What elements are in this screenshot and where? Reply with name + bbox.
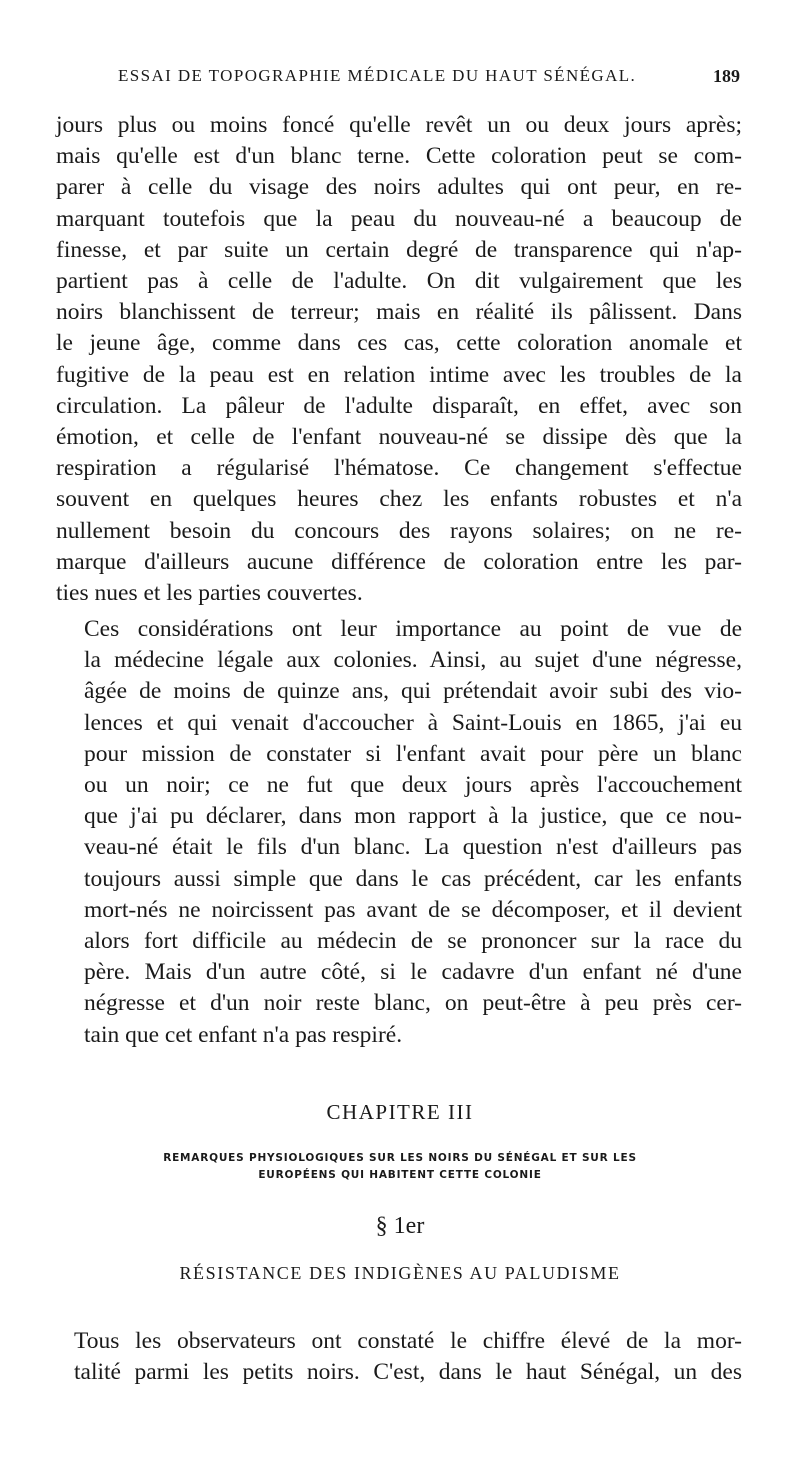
- text-line: émotion, et celle de l'enfant nouveau-né se dissipe dès que la: [56, 424, 742, 451]
- text-line: partient pas à celle de l'adulte. On dit vulgairement que les: [56, 268, 742, 295]
- paragraph-1: [56, 110, 742, 609]
- text-line: parer à celle du visage des noirs adultes qui ont peur, en re-: [56, 174, 742, 201]
- text-line: noirs blanchissent de terreur; mais en réalité ils pâlissent. Dans: [56, 299, 742, 326]
- text-line: mais qu'elle est d'un blanc terne. Cette coloration peut se com-: [56, 143, 742, 170]
- text-line: fugitive de la peau est en relation intime avec les troubles de la: [56, 361, 742, 388]
- text-line: alors fort difficile au médecin de se prononcer sur la race du: [84, 928, 742, 955]
- text-line: père. Mais d'un autre côté, si le cadavre d'un enfant né d'une: [84, 959, 742, 986]
- chapter-subtitle: [110, 1150, 690, 1184]
- text-line: jours plus ou moins foncé qu'elle revêt un ou deux jours après;: [56, 112, 742, 138]
- text-line: finesse, et par suite un certain degré de transparence qui n'ap-: [56, 236, 742, 263]
- text-line: ties nues et les parties couvertes.: [56, 580, 363, 607]
- section-mark: § 1er: [375, 1213, 425, 1239]
- text-line: marque d'ailleurs aucune différence de coloration entre les par-: [56, 548, 742, 575]
- text-line: négresse et d'un noir reste blanc, on peut-être à peu près cer-: [84, 990, 742, 1017]
- text-line: pour mission de constater si l'enfant avait pour père un blanc: [84, 740, 742, 767]
- text-line: circulation. La pâleur de l'adulte disparaît, en effet, avec son: [56, 392, 742, 419]
- paragraph-3: [56, 1326, 742, 1388]
- section-title: RÉSISTANCE DES INDIGÈNES AU PALUDISME: [179, 1263, 621, 1283]
- text-line: veau-né était le fils d'un blanc. La question n'est d'ailleurs pas: [84, 834, 742, 861]
- running-title: ESSAI DE TOPOGRAPHIE MÉDICALE DU HAUT SÉNÉGAL.: [118, 66, 637, 85]
- text-line: Ces considérations ont leur importance au point de vue de: [84, 616, 742, 642]
- text-line: Tous les observateurs ont constaté le chiffre élevé de la mor-: [74, 1328, 742, 1354]
- chapter-title: CHAPITRE III: [326, 1100, 474, 1124]
- text-line: âgée de moins de quinze ans, qui prétendait avoir subi des vio-: [84, 678, 742, 705]
- text-line: que j'ai pu déclarer, dans mon rapport à la justice, que ce nou-: [84, 803, 742, 830]
- text-line: tain que cet enfant n'a pas respiré.: [84, 1021, 403, 1048]
- text-line: toujours aussi simple que dans le cas précédent, car les enfants: [84, 865, 742, 892]
- text-line: souvent en quelques heures chez les enfants robustes et n'a: [56, 486, 742, 513]
- text-line: nullement besoin du concours des rayons solaires; on ne re-: [56, 517, 742, 544]
- text-line: talité parmi les petits noirs. C'est, dans le haut Sénégal, un des: [74, 1359, 742, 1386]
- text-line: lences et qui venait d'accoucher à Saint-Louis en 1865, j'ai eu: [84, 709, 742, 736]
- chapter-subtitle-line: REMARQUES PHYSIOLOGIQUES SUR LES NOIRS DU SÉNÉGAL ET SUR LES: [163, 1152, 637, 1164]
- text-line: ou un noir; ce ne fut que deux jours après l'accouchement: [84, 772, 742, 799]
- page-number: 189: [713, 66, 740, 86]
- paragraph-2: [56, 614, 742, 1051]
- text-line: respiration a régularisé l'hématose. Ce changement s'effectue: [56, 455, 742, 482]
- text-line: le jeune âge, comme dans ces cas, cette coloration anomale et: [56, 330, 742, 357]
- chapter-subtitle-line: EUROPÉENS QUI HABITENT CETTE COLONIE: [258, 1169, 542, 1181]
- running-head: [58, 66, 740, 90]
- text-line: mort-nés ne noircissent pas avant de se décomposer, et il devient: [84, 896, 742, 923]
- text-line: marquant toutefois que la peau du nouveau-né a beaucoup de: [56, 205, 742, 232]
- text-line: la médecine légale aux colonies. Ainsi, au sujet d'une négresse,: [84, 647, 742, 674]
